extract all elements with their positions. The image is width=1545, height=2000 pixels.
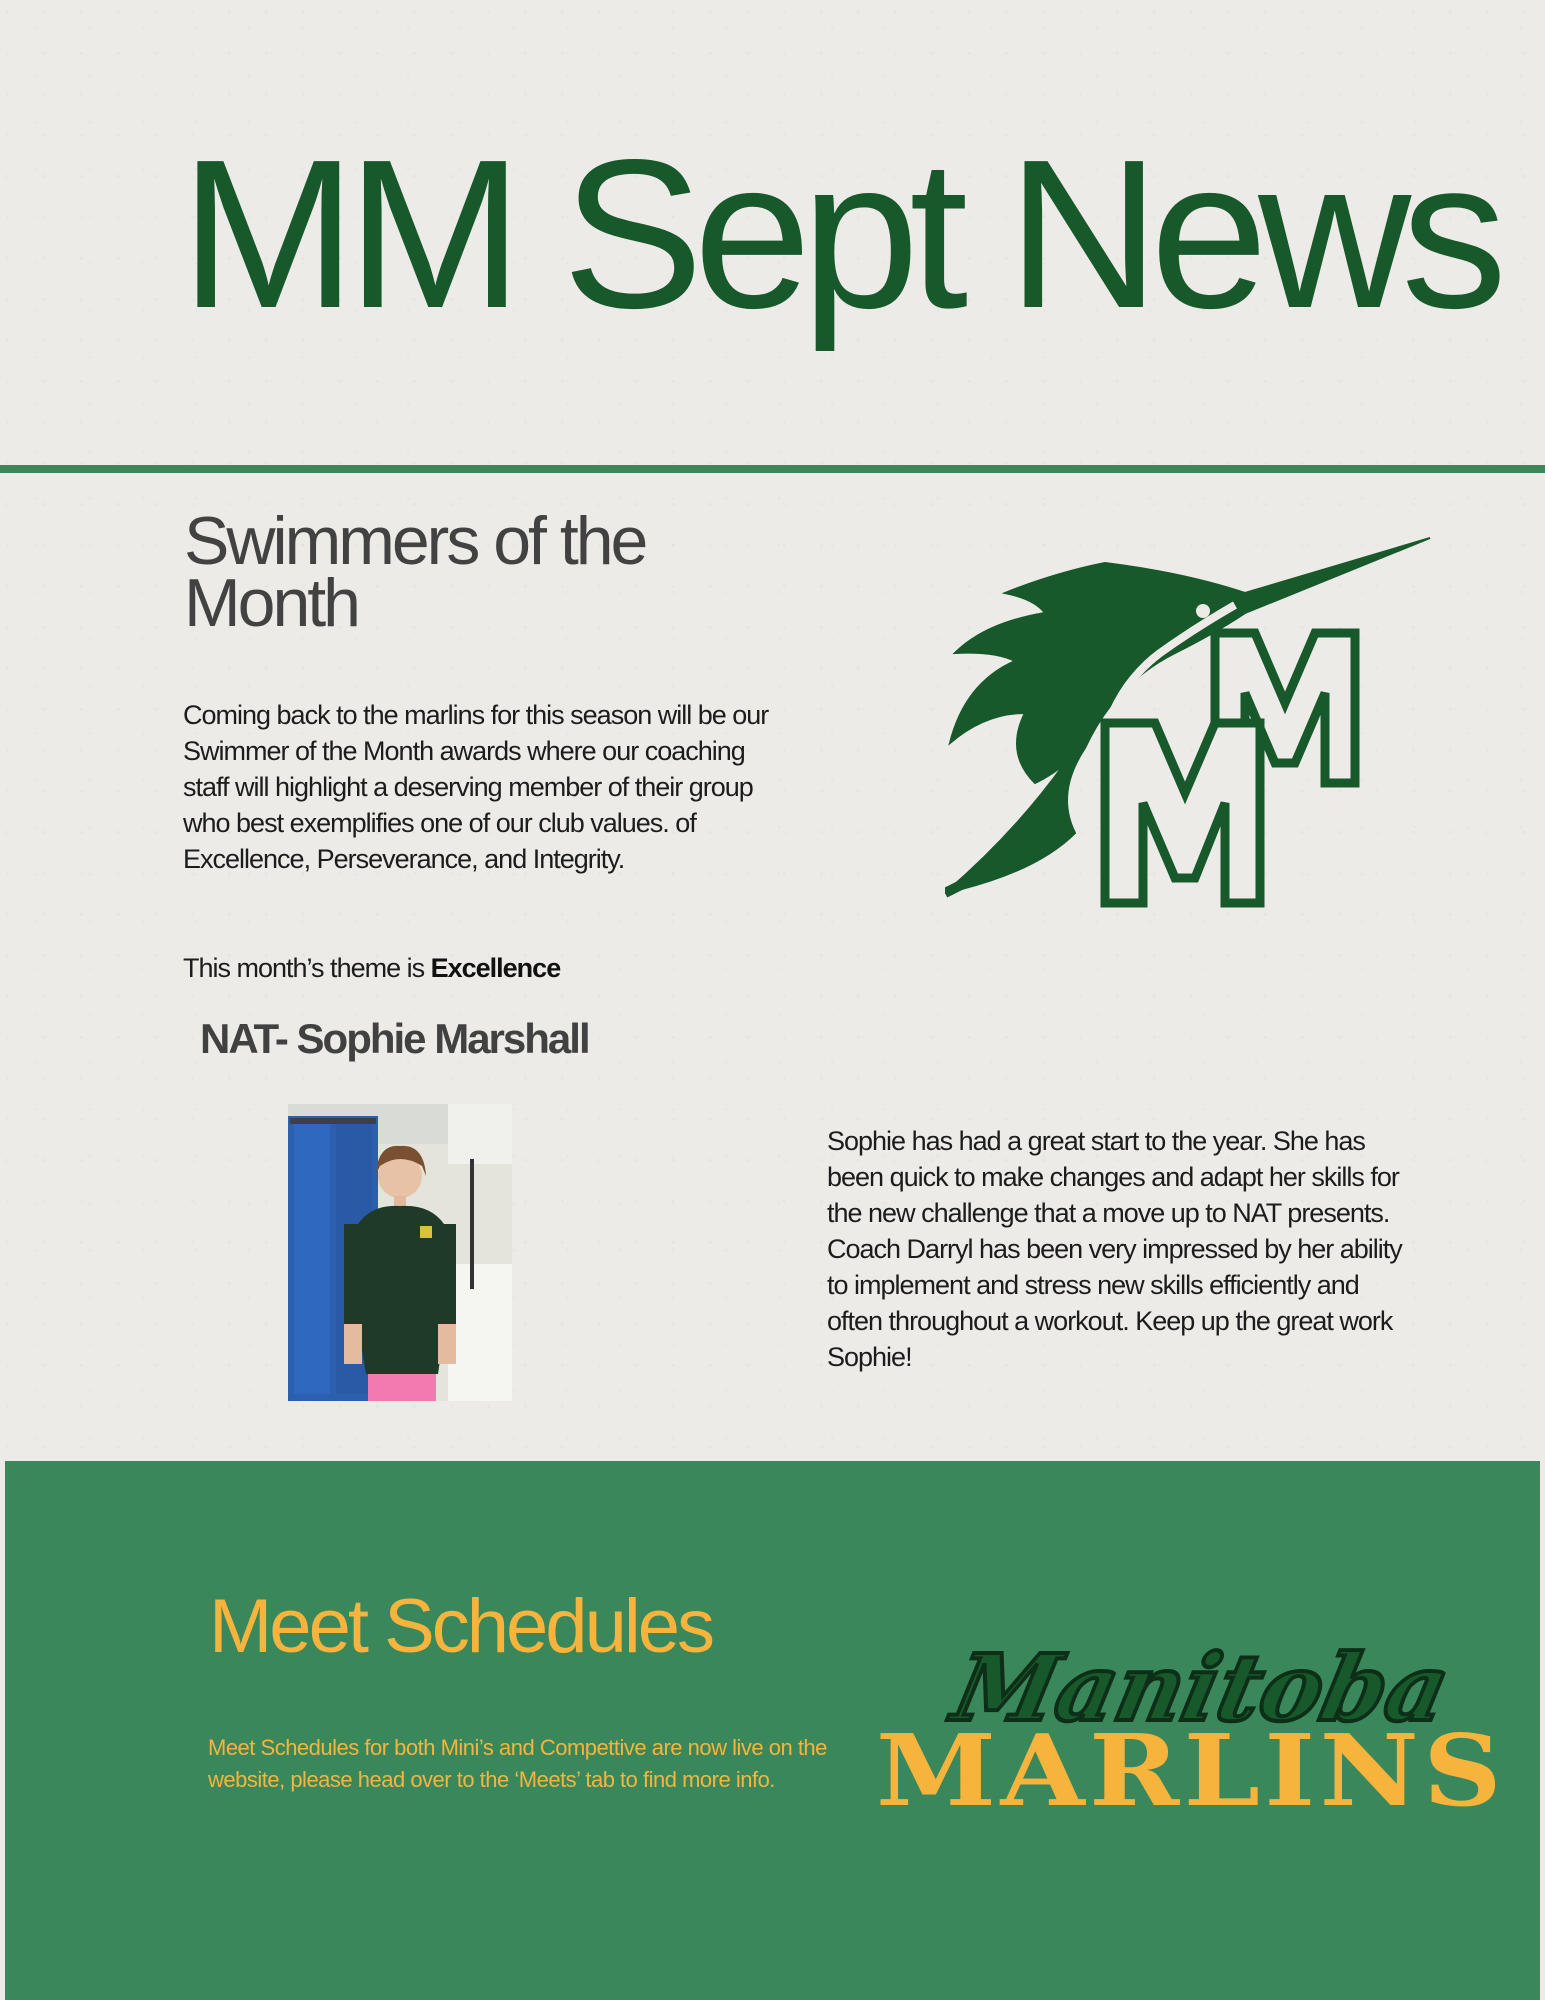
theme-value: Excellence [430, 953, 561, 983]
swimmer-description: Sophie has had a great start to the year. She has been quick to make changes and adapt her skills for the new challenge that a move up to NAT presents. Coach Darryl has been very impressed by her ability to implement and stress new skills efficiently and often throughout a workout. Keep up the great work Sophie! [827, 1126, 1402, 1372]
newsletter-title: MM Sept News [180, 115, 1498, 352]
manitoba-marlins-logo [866, 1620, 1506, 1830]
theme-prefix: This month’s theme is [183, 953, 431, 983]
swimmer-photo [288, 1104, 512, 1401]
swimmers-heading-line1: Swimmers of the [184, 503, 646, 579]
swimmers-heading-line2: Month [184, 565, 358, 641]
logo-script-word: Manitoba [944, 1633, 1459, 1742]
marlin-mm-logo [945, 533, 1435, 913]
swimmers-heading [184, 503, 824, 641]
theme-line [183, 950, 783, 986]
meet-schedules-heading: Meet Schedules [209, 1584, 712, 1669]
swimmer-name: NAT- Sophie Marshall [200, 1015, 589, 1062]
meet-schedules-text: Meet Schedules for both Mini’s and Compettive are now live on the website, please head over to the ‘Meets’ tab to find more info. [208, 1735, 827, 1792]
intro-paragraph: Coming back to the marlins for this season will be our Swimmer of the Month awards where our coaching staff will highlight a deserving member of their group who best exemplifies one of our club values. of Excellence, Perseverance, and Integrity. [183, 700, 769, 874]
logo-block-word: MARLINS [876, 1714, 1506, 1829]
section-divider [0, 465, 1545, 473]
logo-monogram-lower [1105, 723, 1260, 903]
